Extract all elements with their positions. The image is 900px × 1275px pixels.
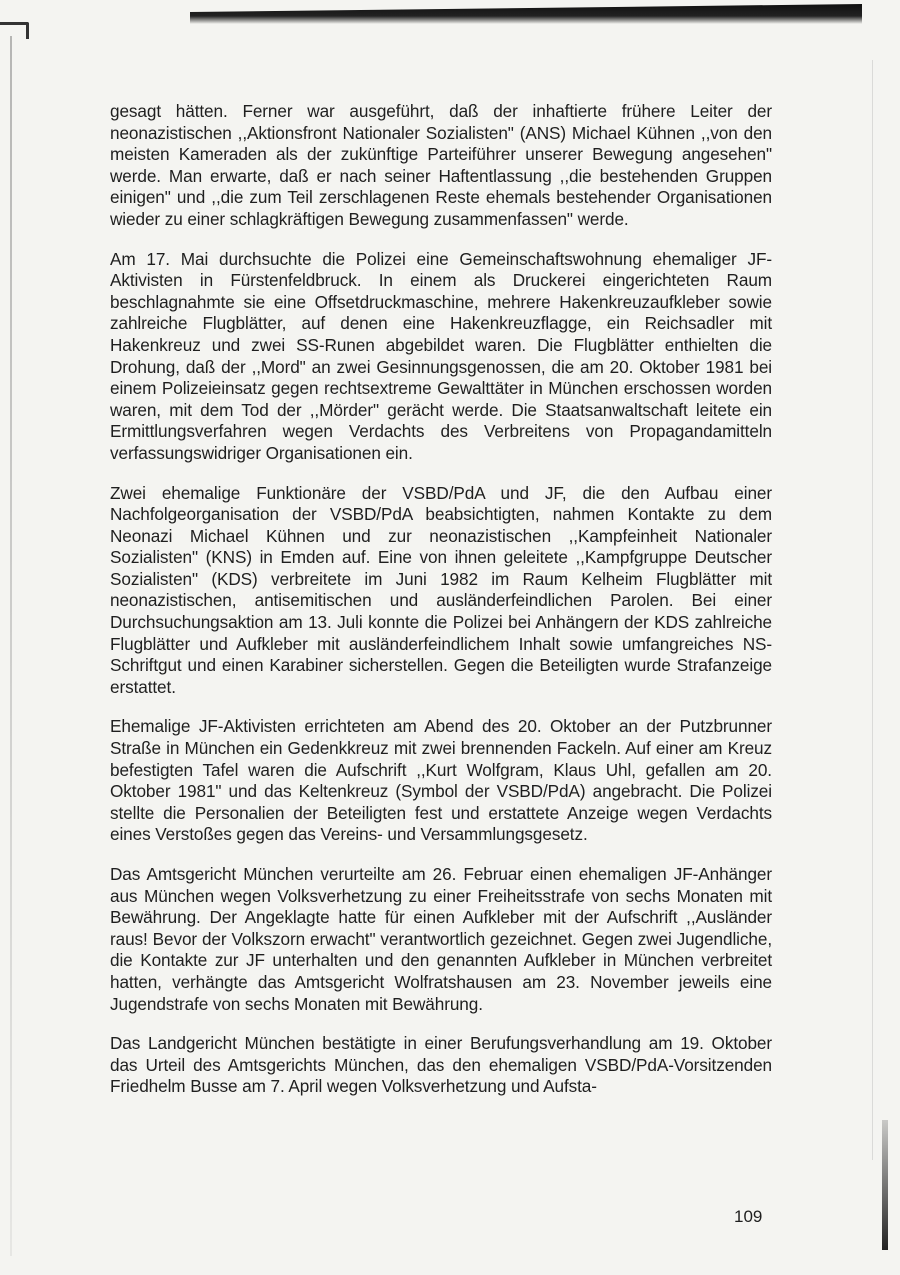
paragraph: Das Landgericht München bestätigte in einer Berufungsverhandlung am 19. Oktober das Urteil des Amtsgerichts München, das den ehemaligen VSBD/PdA-Vorsitzenden Friedhelm Busse am 7. April wegen Volksverhetzung und Aufsta- — [110, 1033, 772, 1097]
paragraph: Zwei ehemalige Funktionäre der VSBD/PdA und JF, die den Aufbau einer Nachfolgeorganisation der VSBD/PdA beabsichtigten, nahmen Kontakte zu dem Neonazi Michael Kühnen und zur neonazistischen ,,Kampfeinheit Nationaler Sozialisten" (KNS) in Emden auf. Eine von ihnen geleitete ,,Kampfgruppe Deutscher Sozialisten" (KDS) verbreitete im Juni 1982 im Raum Kelheim Flugblätter mit neonazistischen, antisemitischen und ausländerfeindlichen Parolen. Bei einer Durchsuchungsaktion am 13. Juli konnte die Polizei bei Anhängern der KDS zahlreiche Flugblätter und Aufkleber mit ausländerfeindlichem Inhalt sowie umfangreiches NS-Schriftgut und einen Karabiner sicherstellen. Gegen die Beteiligten wurde Strafanzeige erstattet. — [110, 482, 772, 697]
paragraph: Am 17. Mai durchsuchte die Polizei eine Gemeinschaftswohnung ehemaliger JF-Aktivisten in Fürstenfeldbruck. In einem als Druckerei eingerichteten Raum beschlagnahmte sie eine Offsetdruckmaschine, mehrere Hakenkreuzaufkleber sowie zahlreiche Flugblätter, auf denen eine Hakenkreuzflagge, ein Reichsadler mit Hakenkreuz und zwei SS-Runen abgebildet waren. Die Flugblätter enthielten die Drohung, daß der ,,Mord" an zwei Gesinnungsgenossen, die am 20. Oktober 1981 bei einem Polizeieinsatz gegen rechtsextreme Gewalttäter in München erschossen worden waren, mit dem Tod der ,,Mörder" gerächt werde. Die Staatsanwaltschaft leitete ein Ermittlungsverfahren wegen Verdachts des Verbreitens von Propagandamitteln verfassungswidriger Organisationen ein. — [110, 248, 772, 463]
page-number: 109 — [734, 1207, 763, 1226]
scan-edge-shadow-left — [10, 36, 12, 1256]
paragraph: Ehemalige JF-Aktivisten errichteten am Abend des 20. Oktober an der Putzbrunner Straße in München ein Gedenkkreuz mit zwei brennenden Fackeln. Auf einer am Kreuz befestigten Tafel waren die Aufschrift ,,Kurt Wolfgram, Klaus Uhl, gefallen am 20. Oktober 1981" und das Keltenkreuz (Symbol der VSBD/PdA) angebracht. Die Polizei stellte die Personalien der Beteiligten fest und erstattete Anzeige wegen Verdachts eines Verstoßes gegen das Vereins- und Versammlungsgesetz. — [110, 716, 772, 845]
paragraph: Das Amtsgericht München verurteilte am 26. Februar einen ehemaligen JF-Anhänger aus München wegen Volksverhetzung zu einer Freiheitsstrafe von sechs Monaten mit Bewährung. Der Angeklagte hatte für einen Aufkleber mit der Aufschrift ,,Ausländer raus! Bevor der Volkszorn erwacht" verantwortlich gezeichnet. Gegen zwei Jugendliche, die Kontakte zur JF unterhalten und den genannten Aufkleber in München verbreitet hatten, verhängte das Amtsgericht Wolfratshausen am 23. November jeweils eine Jugendstrafe von sechs Monaten mit Bewährung. — [110, 864, 772, 1014]
scan-corner-mark — [0, 22, 29, 39]
scan-edge-shadow-top — [190, 4, 862, 24]
scan-edge-line-right — [872, 60, 873, 1160]
paragraph: gesagt hätten. Ferner war ausgeführt, daß der inhaftierte frühere Leiter der neonazistischen ,,Aktionsfront Nationaler Sozialisten" (ANS) Michael Kühnen ,,von den meisten Kameraden als der zukünftige Parteiführer unserer Bewegung angesehen" werde. Man erwarte, daß er nach seiner Haftentlassung ,,die bestehenden Gruppen einigen" und ,,die zum Teil zerschlagenen Reste ehemals bestehender Organisationen wieder zu einer schlagkräftigen Bewegung zusammenfassen" werde. — [110, 101, 772, 229]
body-text — [110, 101, 772, 1116]
scan-edge-shadow-right — [882, 1120, 888, 1250]
